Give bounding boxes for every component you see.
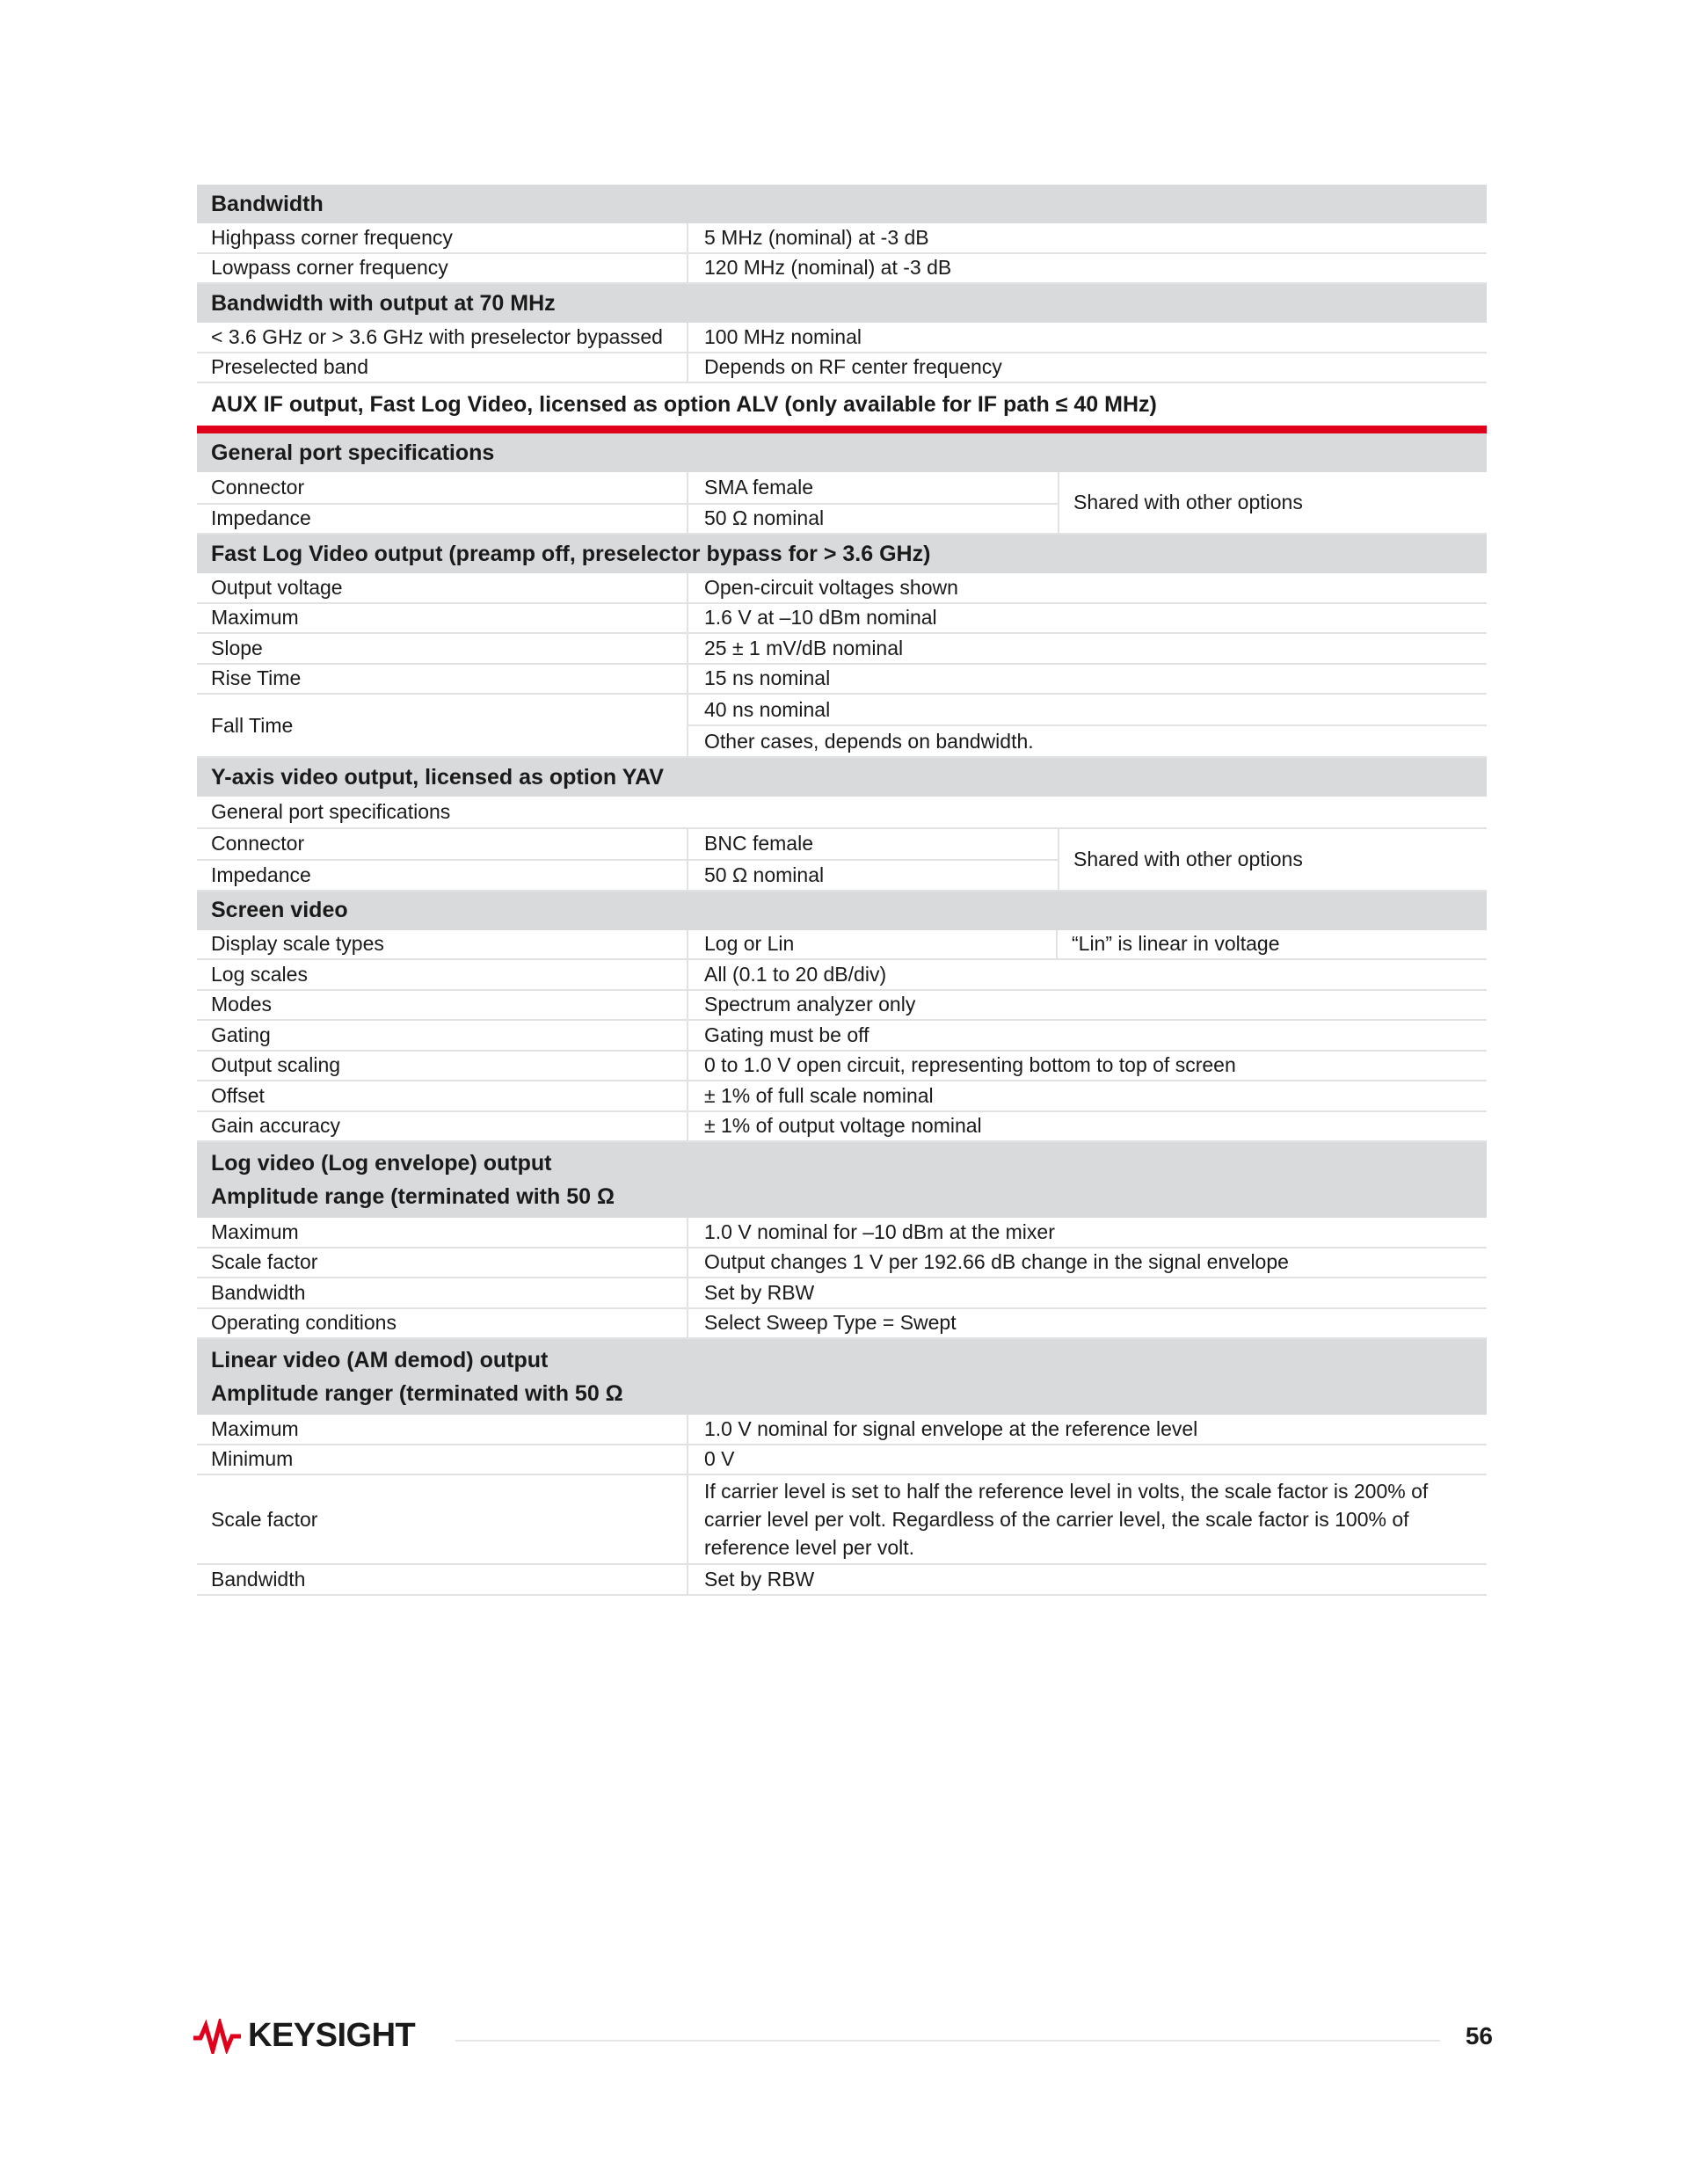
aux-if-heading: AUX IF output, Fast Log Video, licensed as option ALV (only available for IF path ≤ 40 MHz) [211,391,1157,417]
section-title-2: Amplitude ranger (terminated with 50 Ω [211,1381,623,1406]
row-value: All (0.1 to 20 dB/div) [704,962,887,986]
row-label: < 3.6 GHz or > 3.6 GHz with preselector bypassed [197,323,688,352]
row-label: Display scale types [197,930,688,959]
section-header-yav: Y-axis video output, licensed as option YAV [197,758,1487,797]
table-row [197,1565,1487,1596]
row-value: 50 Ω nominal [704,863,825,886]
row-value: Gating must be off [704,1023,869,1046]
row-label: Impedance [197,861,688,890]
row-value: 1.6 V at –10 dBm nominal [704,606,937,630]
row-value: Select Sweep Type = Swept [704,1311,957,1335]
spec-table [197,185,1487,1596]
row-label: Bandwidth [197,1565,688,1594]
row-note: “Lin” is linear in voltage [1072,932,1280,956]
row-value: Open-circuit voltages shown [704,575,958,599]
table-row [197,223,1487,254]
row-value: Set by RBW [704,1567,815,1591]
table-row [197,1112,1487,1143]
row-label: Highpass corner frequency [197,223,688,252]
row-label: Bandwidth [197,1278,688,1307]
row-value: 1.0 V nominal for signal envelope at the reference level [704,1416,1198,1440]
section-header-bw70: Bandwidth with output at 70 MHz [197,284,1487,323]
table-row [197,1218,1487,1249]
table-row [197,1475,1487,1565]
row-value: SMA female [704,475,813,499]
section-header-flv: Fast Log Video output (preamp off, preselector bypass for > 3.6 GHz) [197,535,1487,573]
row-value: 25 ± 1 mV/dB nominal [704,636,904,659]
page-number: 56 [1465,2022,1493,2049]
table-row-fall-time [197,695,1487,758]
row-value: 0 to 1.0 V open circuit, representing bottom to top of screen [704,1053,1236,1077]
row-label: Slope [197,634,688,663]
section-title-2: Amplitude range (terminated with 50 Ω [211,1184,615,1209]
table-row [197,1415,1487,1445]
row-label: Maximum [197,1415,688,1444]
table-row [197,254,1487,285]
row-label: Gating [197,1021,688,1050]
table-row [197,1249,1487,1279]
row-label: Maximum [197,604,688,633]
row-value: Depends on RF center frequency [704,355,1002,379]
row-label: Connector [197,829,688,860]
table-row [197,1021,1487,1052]
row-label: Rise Time [197,665,688,694]
footer-divider [455,2040,1440,2042]
section-header-bandwidth: Bandwidth [197,185,1487,223]
row-label: Scale factor [197,1249,688,1278]
row-value: ± 1% of full scale nominal [704,1083,934,1107]
section-header-log-video [197,1142,1487,1218]
table-row [197,573,1487,604]
yav-subtitle: General port specifications [197,797,1487,829]
row-value: Set by RBW [704,1280,815,1304]
row-value: Other cases, depends on bandwidth. [688,724,1487,756]
section-title: Log video (Log envelope) output [211,1151,552,1176]
shared-group [197,472,1487,535]
table-row [197,859,1058,890]
table-row [197,353,1487,384]
table-row [197,829,1058,860]
row-value: 50 Ω nominal [704,506,825,530]
table-row [197,1278,1487,1309]
row-value: 100 MHz nominal [704,324,862,348]
table-row [197,472,1058,503]
row-label: Preselected band [197,353,688,382]
row-label: Output voltage [197,573,688,602]
row-label: Scale factor [197,1475,688,1563]
row-value: 5 MHz (nominal) at -3 dB [704,225,929,249]
row-label: Minimum [197,1445,688,1474]
section-header-linear-video [197,1339,1487,1415]
row-value: Output changes 1 V per 192.66 dB change in the signal envelope [704,1250,1289,1274]
row-value: 40 ns nominal [704,697,831,721]
section-title: Linear video (AM demod) output [211,1348,549,1372]
shared-note: Shared with other options [1058,472,1487,533]
shared-group [197,829,1487,892]
section-header-general: General port specifications [197,433,1487,472]
row-label: Connector [197,472,688,503]
keysight-logo [192,2017,415,2055]
row-value: 120 MHz (nominal) at -3 dB [704,256,952,280]
row-label: Lowpass corner frequency [197,254,688,283]
table-row [197,960,1487,991]
row-label: Operating conditions [197,1309,688,1338]
row-value: BNC female [704,832,813,855]
row-label: Log scales [197,960,688,989]
table-row [197,1081,1487,1112]
table-row [197,1309,1487,1340]
row-label: Modes [197,991,688,1020]
table-row [197,323,1487,353]
brand-name: KEYSIGHT [248,2017,416,2054]
row-value: Log or Lin [688,930,1058,959]
page-footer [192,2013,1510,2066]
row-label: Offset [197,1081,688,1110]
row-value: 1.0 V nominal for –10 dBm at the mixer [704,1219,1055,1243]
row-value: 0 V [704,1447,735,1471]
table-row [197,991,1487,1022]
red-divider [197,426,1487,433]
row-value: 15 ns nominal [704,666,831,690]
row-value: If carrier level is set to half the reference level in volts, the scale factor is 200% of carrier level per volt. Regardless of the carrier level, the scale factor is 100% of reference level per volt. [704,1480,1429,1559]
table-row [197,665,1487,695]
table-row [197,634,1487,665]
table-row [197,1445,1487,1476]
row-label: Gain accuracy [197,1112,688,1141]
row-label: Impedance [197,505,688,534]
row-label: Output scaling [197,1052,688,1081]
row-value: Spectrum analyzer only [704,993,916,1016]
table-row [197,604,1487,635]
row-label: Maximum [197,1218,688,1247]
table-row [197,503,1058,534]
row-value: ± 1% of output voltage nominal [704,1114,982,1138]
keysight-wave-icon [192,2019,243,2054]
shared-note: Shared with other options [1058,829,1487,890]
row-label: Fall Time [197,695,688,756]
section-header-screen: Screen video [197,892,1487,930]
table-row [197,930,1487,961]
table-row [197,1052,1487,1082]
